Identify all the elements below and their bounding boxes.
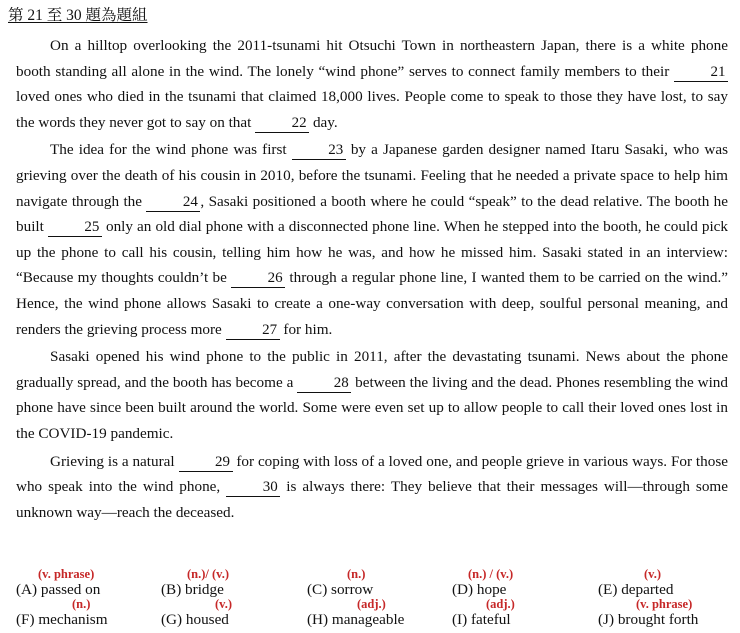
- blank-number: 29: [215, 453, 230, 470]
- passage-text: for coping with loss of a loved one, and people grieve in various ways. For those who speak into the wind phone,: [16, 452, 728, 496]
- blank-number: 23: [328, 142, 344, 159]
- blank-25: [48, 218, 102, 237]
- blank-number: 21: [710, 63, 726, 80]
- option-text: (G) housed: [161, 611, 229, 628]
- blank-24: [146, 193, 200, 212]
- option-pos: (adj.): [486, 597, 515, 611]
- passage-text: , Sasaki positioned a booth where he could “speak” to the dead relative. The booth he built: [16, 192, 729, 236]
- option-text: (D) hope: [452, 581, 507, 598]
- option-text: (J) brought forth: [598, 611, 699, 628]
- option-pos: (adj.): [357, 597, 386, 611]
- blank-number: 28: [333, 374, 349, 391]
- blank-22: [255, 114, 309, 133]
- paragraph-4: [16, 449, 728, 526]
- option-text: (C) sorrow: [307, 581, 374, 598]
- passage-text: between the living and the dead. Phones resembling the wind phone have since been built around the world. Some were even set up to allow people to call their loved ones lost in the COVID-19 pandemic.: [16, 373, 728, 442]
- option-text: (B) bridge: [161, 581, 224, 598]
- option-pos: (v. phrase): [636, 597, 693, 611]
- paragraph-2: [16, 137, 728, 342]
- option-pos: (n.)/ (v.): [187, 567, 230, 581]
- blank-23: [292, 141, 346, 160]
- blank-number: 30: [262, 479, 278, 496]
- option-pos: (n.): [347, 567, 366, 581]
- option-i: [452, 598, 602, 628]
- blank-29: [179, 453, 233, 472]
- passage-text: for him.: [279, 320, 333, 338]
- blank-number: 26: [267, 270, 283, 287]
- passage-text: Grieving is a natural: [50, 452, 179, 470]
- option-pos: (v.): [644, 567, 662, 581]
- option-pos: (n.): [72, 597, 91, 611]
- passage-text: The idea for the wind phone was first: [50, 141, 292, 159]
- option-b: [161, 568, 311, 598]
- passage-text: only an old dial phone with a disconnected phone line. When he stepped into the booth, he could pick up the phone to call his cousin, telling him how he was, and how he missed him. Sasaki stated in an interview: “Because my thoughts couldn’t be: [16, 218, 728, 287]
- option-a: [16, 568, 166, 598]
- option-pos: (v. phrase): [38, 567, 95, 581]
- option-h: [307, 598, 457, 628]
- blank-28: [297, 374, 351, 393]
- option-e: [598, 568, 740, 598]
- option-f: [16, 598, 166, 628]
- passage-text: day.: [309, 113, 338, 131]
- blank-27: [226, 321, 280, 340]
- passage-text: loved ones who died in the tsunami that claimed 18,000 lives. People come to speak to those they have lost, to say the words they never got to say on that: [16, 88, 728, 131]
- section-heading: 第 21 至 30 題為題組: [8, 7, 148, 24]
- blank-number: 24: [182, 193, 198, 210]
- blank-26: [231, 269, 285, 288]
- option-g: [161, 598, 311, 628]
- blank-21: [674, 63, 728, 82]
- option-pos: (v.): [215, 597, 233, 611]
- option-text: (E) departed: [598, 581, 674, 598]
- option-text: (H) manageable: [307, 611, 405, 628]
- option-text: (F) mechanism: [16, 611, 108, 628]
- option-text: (A) passed on: [16, 581, 101, 598]
- option-pos: (n.) / (v.): [468, 567, 514, 581]
- paragraph-3: [16, 344, 728, 446]
- blank-number: 22: [291, 114, 307, 131]
- paragraph-1: [16, 33, 728, 135]
- option-d: [452, 568, 602, 598]
- option-c: [307, 568, 457, 598]
- blank-30: [226, 478, 280, 497]
- passage-text: Sasaki opened his wind phone to the public in 2011, after the devastating tsunami. News about the phone gradually spread, and the booth has become a: [16, 348, 728, 391]
- passage-text: is always there: They believe that their messages will—through some unknown way—reach the deceased.: [16, 478, 728, 521]
- passage: [16, 33, 728, 527]
- passage-text: by a Japanese garden designer named Itaru Sasaki, who was grieving over the death of his cousin in 2010, before the tsunami. Feeling that he needed a private space to help him navigate through the: [16, 141, 728, 210]
- option-text: (I) fateful: [452, 611, 511, 628]
- passage-text: through a regular phone line, I wanted them to be carried on the wind.” Hence, the wind phone allows Sasaki to create a one-way conversation with deep, soulful personal meaning, and renders the grieving process more: [16, 269, 728, 338]
- answer-options: [16, 562, 736, 632]
- blank-number: 27: [262, 321, 278, 338]
- option-j: [598, 598, 740, 628]
- passage-text: On a hilltop overlooking the 2011-tsunami hit Otsuchi Town in northeastern Japan, there is a white phone booth standing all alone in the wind. The lonely “wind phone” serves to connect family members to their: [16, 37, 728, 80]
- blank-number: 25: [84, 219, 100, 236]
